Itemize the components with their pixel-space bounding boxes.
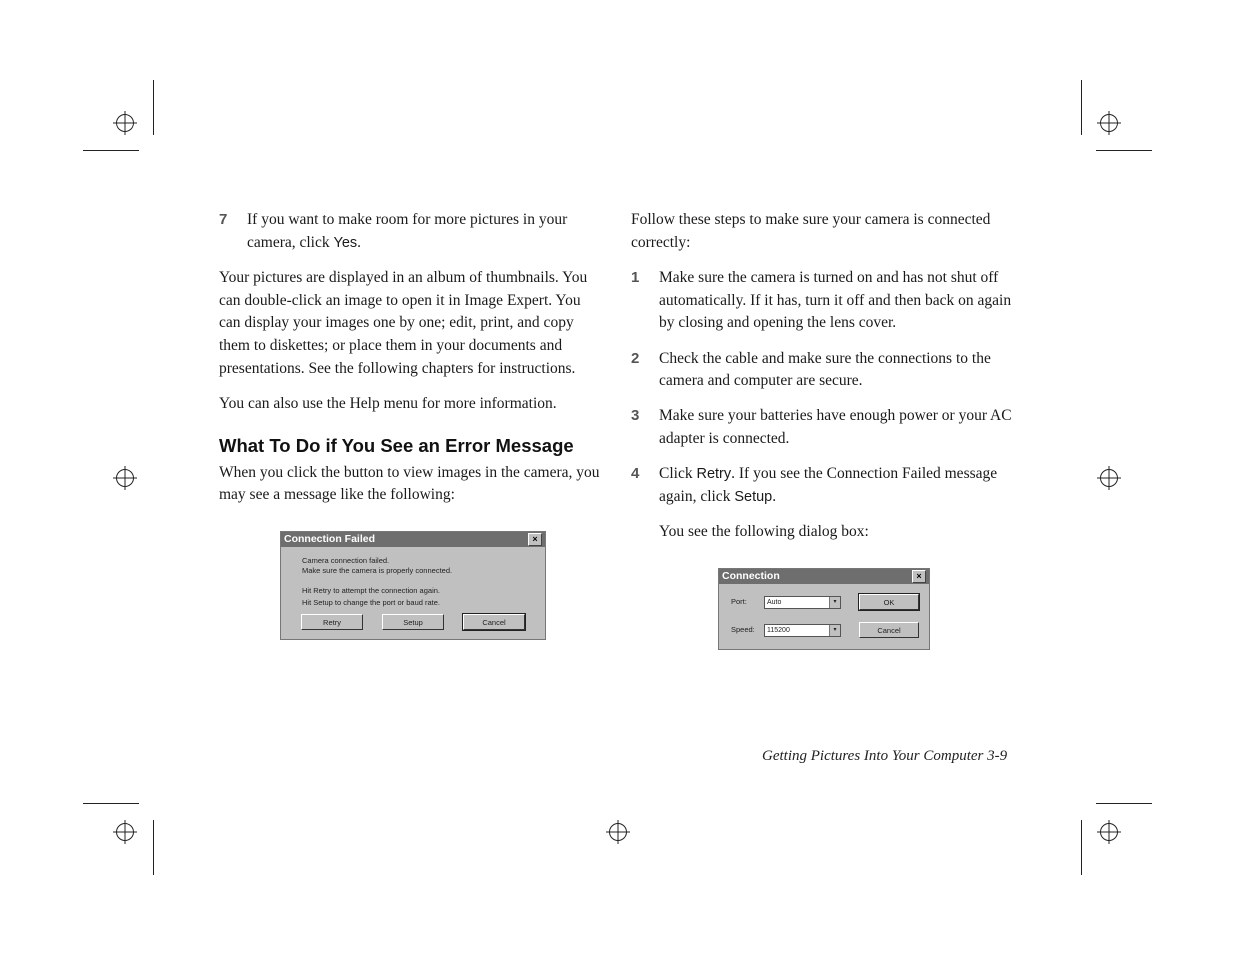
step-text: . If you see the Connection Failed message again, click	[659, 465, 998, 506]
section-heading: What To Do if You See an Error Message	[219, 434, 574, 456]
punctuation: .	[357, 233, 362, 251]
steps-intro: Follow these steps to make sure your camera is connected correctly:	[631, 211, 991, 251]
step-7	[219, 209, 604, 254]
connection-failed-dialog	[280, 531, 546, 640]
dialog-titlebar	[281, 532, 545, 547]
step-number: 1	[631, 268, 640, 286]
crop-mark	[1096, 803, 1152, 804]
step-text: If you want to make room for more pictures in your camera, click	[247, 211, 568, 251]
setup-label: Setup	[734, 489, 773, 506]
registration-mark-icon	[116, 114, 134, 132]
album-paragraph: Your pictures are displayed in an album of thumbnails. You can double-click an image to open it in Image Expert. You can display your images one by one; edit, print, and copy them to diskettes; or place them in your documents and presentations. See the following chapters for instructions.	[219, 268, 588, 377]
step-text: Check the cable and make sure the connections to the camera and computer are secure.	[659, 349, 991, 390]
error-intro-paragraph: When you click the button to view images in the camera, you may see a message like the following:	[219, 463, 600, 504]
page-footer: Getting Pictures Into Your Computer 3-9	[762, 748, 1008, 764]
registration-mark-icon	[1100, 114, 1118, 132]
step-number: 7	[219, 211, 228, 228]
chevron-down-icon[interactable]: ▾	[829, 597, 840, 608]
port-label: Port:	[731, 597, 747, 606]
message-line: Camera connection failed.	[302, 556, 390, 565]
cancel-button[interactable]: Cancel	[463, 614, 525, 630]
step-text: Make sure your batteries have enough power or your AC adapter is connected.	[659, 407, 1012, 448]
retry-button[interactable]: Retry	[301, 614, 363, 630]
dialog-title: Connection Failed	[284, 533, 376, 545]
left-column	[219, 209, 604, 520]
step-text: Click	[659, 465, 697, 483]
registration-mark-icon	[1100, 823, 1118, 841]
crop-mark	[153, 80, 154, 135]
step-number: 3	[631, 407, 640, 425]
port-select[interactable]	[764, 596, 841, 609]
ok-button[interactable]: OK	[859, 594, 919, 610]
crop-mark	[1096, 150, 1152, 151]
speed-label: Speed:	[731, 625, 755, 634]
port-value: Auto	[767, 599, 782, 606]
speed-value: 115200	[767, 627, 790, 634]
crop-mark	[83, 803, 139, 804]
registration-mark-icon	[116, 823, 134, 841]
retry-label: Retry	[696, 466, 732, 483]
yes-label: Yes	[333, 234, 358, 251]
message-line: Hit Setup to change the port or baud rate.	[302, 598, 441, 607]
cancel-button[interactable]: Cancel	[859, 622, 919, 638]
step-2	[631, 348, 1026, 393]
crop-mark	[1081, 80, 1082, 135]
crop-mark	[1081, 820, 1082, 875]
registration-mark-icon	[1100, 469, 1118, 487]
speed-select[interactable]	[764, 624, 841, 637]
connection-dialog	[718, 568, 930, 650]
right-column	[631, 209, 1026, 556]
punctuation: .	[772, 488, 777, 506]
step-1	[631, 267, 1026, 335]
chevron-down-icon[interactable]: ▾	[829, 625, 840, 636]
dialog-intro: You see the following dialog box:	[659, 523, 869, 541]
close-icon[interactable]: ×	[528, 533, 542, 546]
message-line: Make sure the camera is properly connected.	[302, 566, 453, 575]
dialog-title: Connection	[722, 570, 780, 582]
close-icon[interactable]: ×	[912, 570, 926, 583]
registration-mark-icon	[609, 823, 627, 841]
step-number: 4	[631, 465, 640, 483]
help-paragraph: You can also use the Help menu for more information.	[219, 394, 557, 412]
step-4	[631, 463, 1026, 508]
step-text: Make sure the camera is turned on and has not shut off automatically. If it has, turn it off and then back on again by closing and opening the lens cover.	[659, 268, 1012, 332]
setup-button[interactable]: Setup	[382, 614, 444, 630]
dialog-titlebar	[719, 569, 929, 584]
step-3	[631, 405, 1026, 450]
message-line: Hit Retry to attempt the connection again.	[302, 586, 440, 595]
step-number: 2	[631, 349, 640, 367]
crop-mark	[153, 820, 154, 875]
crop-mark	[83, 150, 139, 151]
registration-mark-icon	[116, 469, 134, 487]
